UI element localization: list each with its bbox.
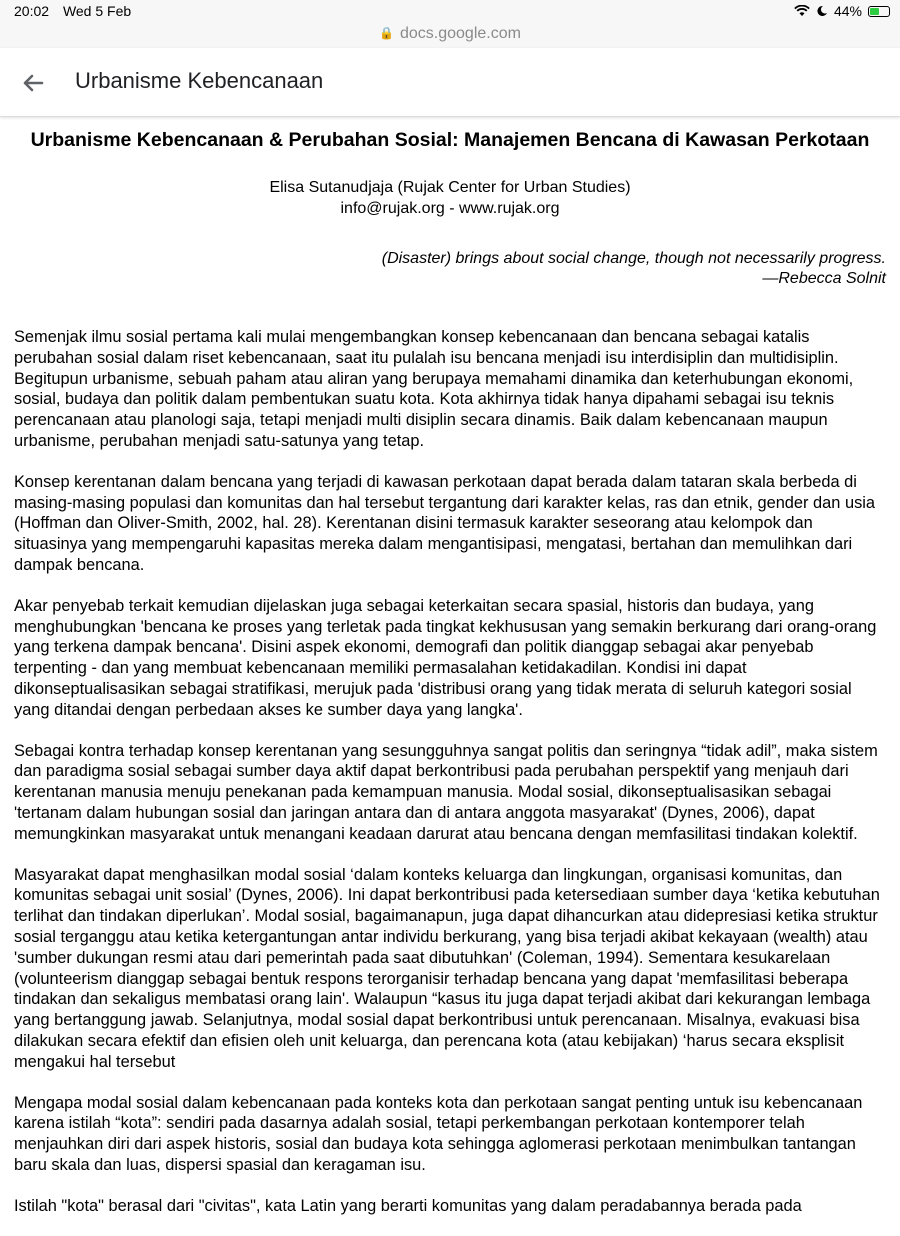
quote-author: —Rebecca Solnit bbox=[762, 270, 886, 287]
lock-icon: 🔒 bbox=[379, 26, 394, 40]
contact-line: info@rujak.org - www.rujak.org bbox=[340, 200, 560, 217]
app-header bbox=[0, 48, 900, 117]
paragraph: Sebagai kontra terhadap konsep kerentanan yang sesungguhnya sangat politis dan seringnya “tidak adil”, maka sistem dan paradigma sosial sebagai sumber daya aktif dapat berkontribusi pada perubahan perspektif yang menjauh dari kerentanan manusia menuju penekanan pada kemampuan manusia. Modal sosial, dikonseptualisasikan sebagai 'tertanam dalam hubungan sosial dan jaringan antara dan di antara anggota masyarakat' (Dynes, 2006), dapat memungkinkan masyarakat untuk menangani keadaan darurat atau bencana dengan memfasilitasi tindakan kolektif. bbox=[14, 741, 878, 843]
document-heading: Urbanisme Kebencanaan & Perubahan Sosial: Manajemen Bencana di Kawasan Perkotaan bbox=[30, 129, 870, 151]
paragraph-list bbox=[14, 327, 886, 1216]
paragraph: Masyarakat dapat menghasilkan modal sosial ‘dalam konteks keluarga dan lingkungan, organisasi komunitas, dan komunitas sebagai unit sosial’ (Dynes, 2006). Ini dapat berkontribusi pada ketersediaan sumber daya ‘ketika kebutuhan terlihat dan tindakan diperlukan’. Modal sosial, bagaimanapun, juga dapat dihancurkan atau didepresiasi ketika struktur sosial terganggu atau ketika ketergantungan antar individu berkurang, yang bisa terjadi akibat kekayaan (wealth) atau 'sumber dukungan resmi atau dari pemerintah pada saat dibutuhkan' (Coleman, 1994). Sementara kesukarelaan (volunteerism dianggap sebagai bentuk respons terorganisir terhadap bencana yang dapat 'memfasilitasi beberapa tindakan dan sekaligus membatasi orang lain'. Walaupun “kasus itu juga dapat terjadi akibat dari kekurangan lembaga yang bertanggung jawab. Selanjutnya, modal sosial dapat berkontribusi untuk perencanaan. Misalnya, evakuasi bisa dilakukan secara efektif dan efisien oleh unit keluarga, dan perencana kota (atau kebijakan) ‘harus secara eksplisit mengakui hal tersebut bbox=[14, 865, 880, 1071]
status-time: 20:02 bbox=[14, 3, 50, 19]
paragraph: Semenjak ilmu sosial pertama kali mulai mengembangkan konsep kebencanaan dan bencana sebagai katalis perubahan sosial dalam riset kebencanaan, saat itu pulalah isu bencana menjadi isu interdisiplin dan multidisiplin. Begitupun urbanisme, sebuah paham atau aliran yang berupaya memahami dinamika dan keterhubungan ekonomi, sosial, budaya dan politik dalam pembentukan suatu kota. Kota akhirnya tidak hanya dipahami sebagai isu teknis perencanaan atau planologi saja, tetapi menjadi multi disiplin secara dinamis. Baik dalam kebencanaan maupun urbanisme, perubahan menjadi satu-satunya yang tetap. bbox=[14, 328, 854, 450]
document-body bbox=[14, 118, 886, 1236]
status-date: Wed 5 Feb bbox=[62, 3, 132, 19]
document-title: Urbanisme Kebencanaan bbox=[75, 68, 324, 93]
paragraph: Mengapa modal sosial dalam kebencanaan pada konteks kota dan perkotaan sangat penting untuk isu kebencanaan karena istilah “kota”: sendiri pada dasarnya adalah sosial, tetapi perkembangan perkotaan kontemporer telah menjauhkan diri dari aspek historis, sosial dan budaya kota sehingga aglomerasi perkotaan menimbulkan tantangan baru skala dan luas, dispersi spasial dan keragaman isu. bbox=[14, 1093, 863, 1174]
paragraph: Akar penyebab terkait kemudian dijelaskan juga sebagai keterkaitan secara spasial, historis dan budaya, yang menghubungkan 'bencana ke proses yang terletak pada tingkat kekhususan yang semakin berkurang dari orang-orang yang terkena dampak bencana'. Disini aspek ekonomi, demografi dan politik dianggap sebagai akar penyebab terpenting - dan yang membuat kebencanaan memiliki permasalahan ketidakadilan. Kondisi ini dapat dikonseptualisasikan sebagai stratifikasi, merujuk pada 'distribusi orang yang tidak merata di seluruh kategori sosial yang ditandai dengan perbedaan akses ke sumber daya yang langka'. bbox=[14, 596, 877, 719]
url-bar[interactable] bbox=[0, 20, 900, 48]
epigraph bbox=[14, 249, 886, 289]
moon-icon bbox=[816, 5, 828, 17]
paragraph: Istilah "kota" berasal dari "civitas", kata Latin yang berarti komunitas yang dalam peradabannya berada pada bbox=[14, 1196, 802, 1215]
author-block bbox=[14, 177, 886, 219]
battery-percent: 44% bbox=[833, 3, 862, 19]
battery-level-fill bbox=[870, 8, 879, 15]
back-arrow-icon[interactable] bbox=[18, 68, 48, 98]
author-line: Elisa Sutanudjaja (Rujak Center for Urban Studies) bbox=[269, 179, 631, 196]
url-text: docs.google.com bbox=[399, 25, 521, 42]
paragraph: Konsep kerentanan dalam bencana yang terjadi di kawasan perkotaan dapat berada dalam tataran skala berbeda di masing-masing populasi dan komunitas dan hal tersebut tergantung dari karakter kelas, ras dan etnik, gender dan usia (Hoffman dan Oliver-Smith, 2002, hal. 28). Kerentanan disini termasuk karakter seseorang atau kelompok dan situasinya yang mempengaruhi kapasitas mereka dalam mengantisipasi, mengatasi, bertahan dan memulihkan dari dampak bencana. bbox=[14, 472, 876, 574]
quote-text: (Disaster) brings about social change, though not necessarily progress. bbox=[381, 250, 886, 267]
wifi-icon bbox=[794, 5, 810, 17]
battery-icon bbox=[868, 6, 890, 17]
